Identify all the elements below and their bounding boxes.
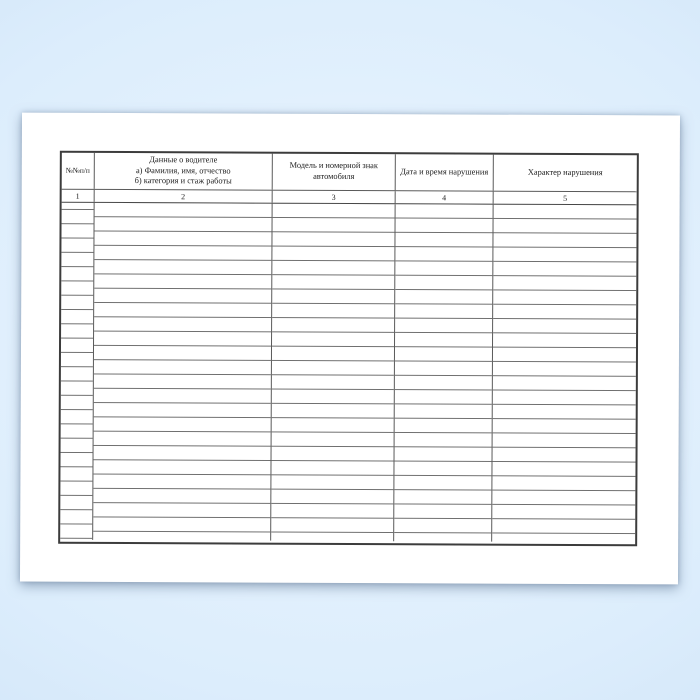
document-page bbox=[20, 113, 680, 585]
header-cell-car-model-plate bbox=[273, 154, 396, 191]
header-label: Данные о водителе bbox=[149, 154, 218, 165]
header-label: автомобиля bbox=[313, 171, 355, 182]
header-label: Характер нарушения bbox=[527, 167, 603, 177]
violations-log-table bbox=[58, 151, 639, 547]
header-cell-row-number bbox=[62, 153, 95, 189]
column-index: 3 bbox=[331, 192, 336, 202]
column-index: 1 bbox=[75, 191, 80, 201]
column-index: 2 bbox=[181, 191, 186, 201]
header-cell-violation-nature bbox=[494, 155, 637, 192]
empty-column-car-model-plate bbox=[271, 204, 395, 542]
column-index-cell bbox=[95, 190, 273, 203]
empty-column-violation-datetime bbox=[394, 204, 493, 541]
empty-column-driver-data bbox=[93, 203, 272, 541]
table-header-row bbox=[62, 153, 637, 193]
header-label: Дата и время нарушения bbox=[400, 166, 489, 177]
column-index: 4 bbox=[442, 192, 447, 202]
column-index-cell bbox=[494, 192, 637, 205]
header-label: б) категория и стаж работы bbox=[134, 176, 232, 186]
empty-column-row-number bbox=[60, 203, 94, 540]
header-label: а) Фамилия, имя, отчество bbox=[135, 165, 231, 176]
header-label: №№п/п bbox=[65, 165, 90, 175]
header-cell-driver-data bbox=[95, 153, 273, 190]
header-cell-violation-datetime bbox=[396, 154, 494, 190]
header-label: Модель и номерной знак bbox=[289, 160, 379, 171]
column-index-cell bbox=[62, 190, 95, 202]
empty-rows-area bbox=[60, 203, 636, 543]
column-index-cell bbox=[273, 191, 396, 204]
column-index: 5 bbox=[563, 193, 568, 203]
empty-column-violation-nature bbox=[492, 205, 636, 543]
column-index-cell bbox=[396, 191, 494, 203]
